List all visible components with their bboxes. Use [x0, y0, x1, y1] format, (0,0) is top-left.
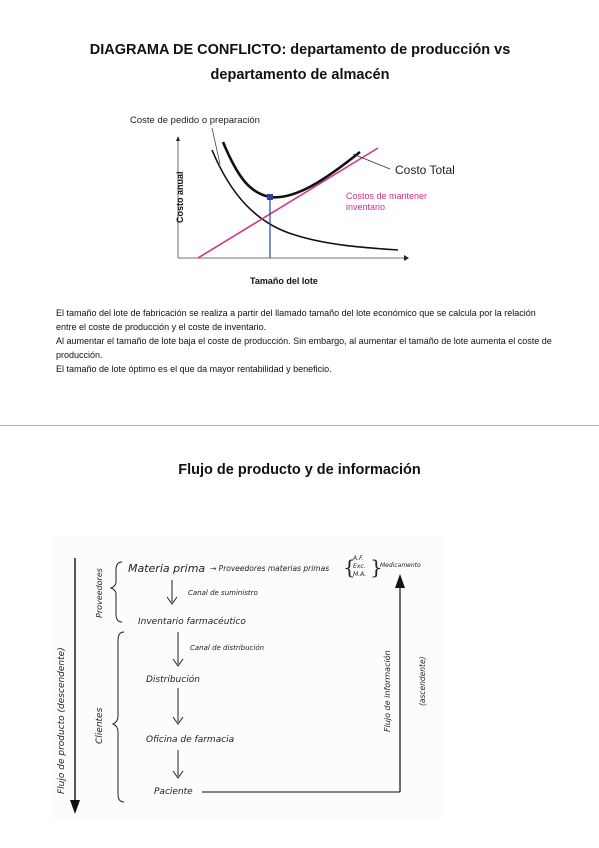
step-pharmacy: Oficina de farmacia	[146, 735, 235, 745]
ma-label: M.A.	[353, 571, 367, 578]
step-pharma-inventory: Inventario farmacéutico	[138, 617, 246, 627]
total-cost-label: Costo Total	[395, 163, 455, 177]
page-title	[40, 38, 560, 88]
y-axis-arrow	[176, 136, 180, 141]
product-flow-arrowhead	[70, 800, 80, 814]
total-cost-curve	[223, 142, 360, 197]
clients-label: Clientes	[95, 707, 105, 744]
section-title: Flujo de producto y de información	[178, 462, 421, 478]
holding-cost-label-1: Costos de mantener	[346, 191, 428, 201]
product-flow-label: Flujo de producto (descendente)	[57, 647, 67, 794]
distribution-channel-label: Canal de distribución	[190, 644, 265, 652]
raw-material-suppliers: → Proveedores materias primas	[210, 564, 330, 573]
explanation-text	[56, 306, 556, 376]
cost-conflict-chart	[120, 108, 480, 293]
step-raw-material: Materia prima	[128, 562, 206, 575]
product-information-flow-diagram	[50, 536, 445, 818]
y-axis-label: Costo anual	[175, 171, 185, 223]
ordering-cost-label: Coste de pedido o preparación	[130, 115, 260, 126]
paragraph-3: El tamaño de lote óptimo es el que da mayor rentabilidad y beneficio.	[56, 364, 332, 374]
close-brace: }	[370, 555, 383, 579]
info-flow-label-1: Flujo de información	[383, 650, 392, 732]
optimum-point	[267, 194, 273, 200]
paragraph-2: Al aumentar el tamaño de lote baja el coste de producción. Sin embargo, al aumentar el tamaño de lote aumenta el coste de producción.	[56, 336, 552, 360]
info-flow-arrowhead	[395, 574, 405, 588]
supply-channel-label: Canal de suministro	[188, 589, 258, 597]
suppliers-label: Proveedores	[95, 568, 104, 618]
holding-cost-label-2: inventario	[346, 202, 386, 212]
x-axis-label: Tamaño del lote	[250, 276, 318, 286]
open-brace: {	[343, 555, 356, 579]
exc-label: Exc.	[353, 563, 366, 570]
medicine-label: Medicamento	[380, 562, 421, 569]
suppliers-brace	[111, 562, 122, 622]
info-flow-label-2: (ascendente)	[418, 656, 427, 706]
section-divider	[0, 425, 599, 426]
clients-brace	[113, 632, 124, 802]
af-label: A.F.	[353, 555, 364, 562]
paragraph-1: El tamaño del lote de fabricación se realiza a partir del llamado tamaño del lote económico que se calcula por la relación entre el coste de producción y el coste de inventario.	[56, 308, 536, 332]
title-line-1: DIAGRAMA DE CONFLICTO: departamento de producción vs	[89, 42, 511, 58]
title-line-2: departamento de almacén	[210, 67, 390, 83]
x-axis-arrow	[404, 255, 409, 261]
step-distribution: Distribución	[146, 675, 200, 685]
total-label-leader	[353, 154, 390, 169]
step-patient: Paciente	[154, 787, 193, 797]
